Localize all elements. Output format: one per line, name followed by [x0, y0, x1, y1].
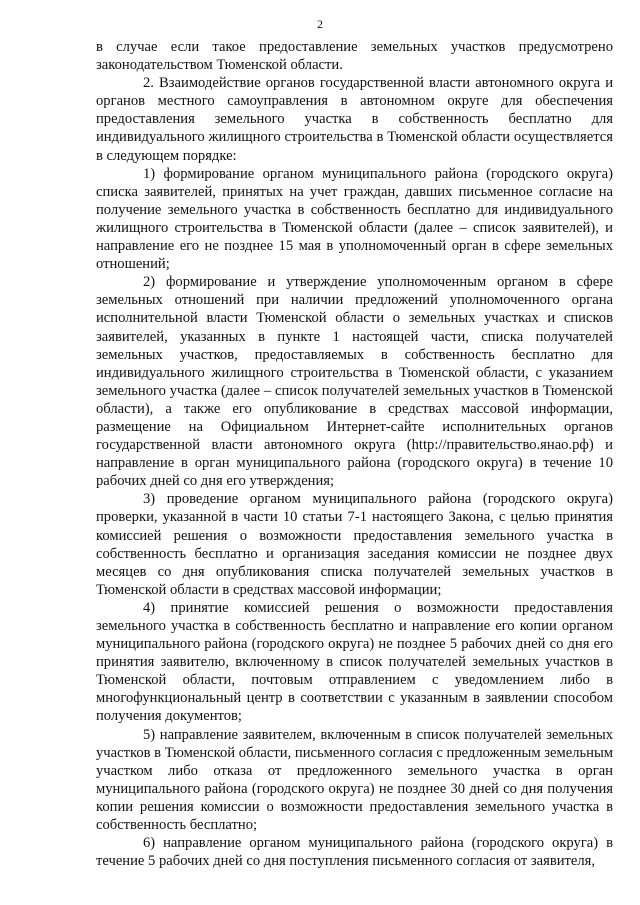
paragraph-continuation: в случае если такое предоставление земельных участков предусмотрено законодательством Тюменской области. — [96, 39, 613, 74]
paragraph-item-4: 4) принятие комиссией решения о возможности предоставления земельного участка в собственность бесплатно и направление его копии органом муниципального района (городского округа) не позднее 5 рабочих дней со дня его принятия заявителю, включенному в список получателей земельных участков в Тюменской области, почтовым отправлением с уведомлением либо в многофункциональный центр в соответствии с указанным в заявлении способом получения документов; — [96, 599, 613, 725]
paragraph-item-5: 5) направление заявителем, включенным в список получателей земельных участков в Тюменской области, письменного согласия с предложенным земельным участком либо отказа от предложенного земельного участка в орган муниципального района (городского округа) не позднее 30 дней со дня получения копии решения комиссии о возможности предоставления земельного участка в собственность бесплатно; — [96, 726, 613, 834]
paragraph-item-1: 1) формирование органом муниципального района (городского округа) списка заявителей, принятых на учет граждан, давших письменное согласие на получение земельного участка в собственность бесплатно для индивидуального жилищного строительства в Тюменской области (далее – список заявителей), и направление его не позднее 15 мая в уполномоченный орган в сфере земельных отношений; — [96, 165, 613, 273]
paragraph-item-3: 3) проведение органом муниципального района (городского округа) проверки, указанной в части 10 статьи 7-1 настоящего Закона, с целью принятия комиссией решения о возможности предоставления земельного участка в собственность бесплатно и организация заседания комиссии не позднее двух месяцев со дня опубликования списка получателей земельных участков в Тюменской области в средствах массовой информации; — [96, 491, 613, 598]
paragraph-item-6: 6) направление органом муниципального района (городского округа) в течение 5 рабочих дней со дня поступления письменного согласия от заявителя, — [96, 835, 613, 870]
page-number: 2 — [317, 17, 323, 31]
paragraph-item-2: 2) формирование и утверждение уполномоченным органом в сфере земельных отношений при наличии предложений уполномоченного органа исполнительной власти Тюменской области о земельных участках и списков заявителей, указанных в пункте 1 настоящей части, списка получателей земельных участков, предоставляемых в собственность бесплатно для индивидуального жилищного строительства в Тюменской области, с указанием земельного участка (далее – список получателей земельных участков в Тюменской области), а также его опубликование в средствах массовой информации, размещение на Официальном Интернет-сайте исполнительных органов государственной власти автономного округа (http://правительство.янао.рф) и направление в орган муниципального района (городского округа) в течение 10 рабочих дней со дня его утверждения; — [96, 274, 613, 490]
paragraph-section-2: 2. Взаимодействие органов государственной власти автономного округа и органов местного самоуправления в автономном округе для обеспечения предоставления земельного участка в собственность бесплатно для индивидуального жилищного строительства в Тюменской области осуществляется в следующем порядке: — [96, 75, 613, 164]
document-body — [96, 38, 613, 870]
